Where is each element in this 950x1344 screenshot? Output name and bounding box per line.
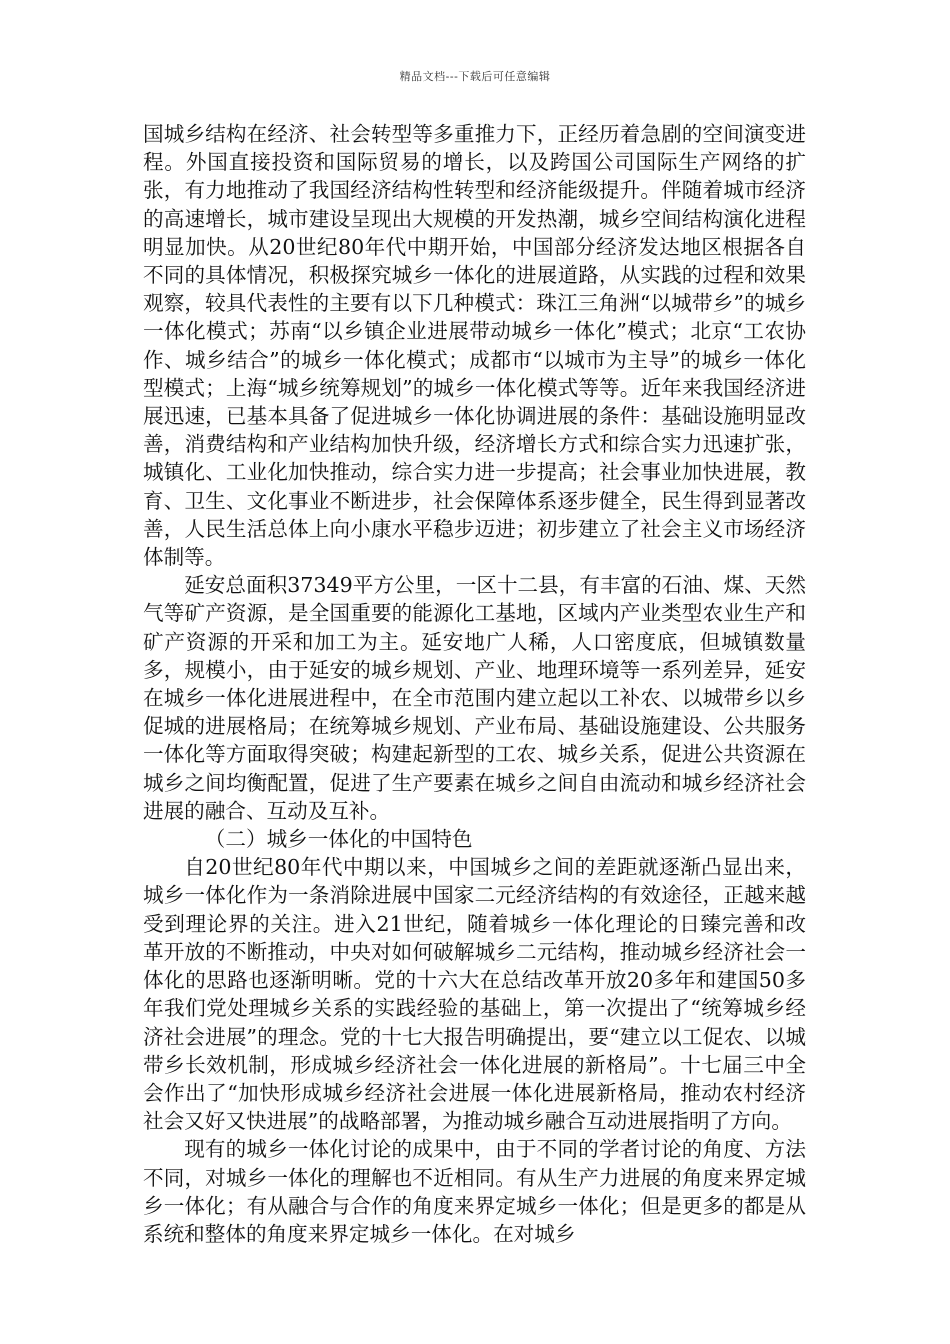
page-header: 精品文档---下载后可任意编辑 [399, 70, 551, 83]
paragraph-research-results: 现有的城乡一体化讨论的成果中，由于不同的学者讨论的角度、方法不同，对城乡一体化的理解也不近相同。有从生产力进展的角度来界定城乡一体化；有从融合与合作的角度来界定城乡一体化；但是更多的都是从系统和整体的角度来界定城乡一体化。在对城乡 [143, 1137, 806, 1246]
paragraph-yanan: 延安总面积37349平方公里，一区十二县，有丰富的石油、煤、天然气等矿产资源，是全国重要的能源化工基地，区域内产业类型农业生产和矿产资源的开采和加工为主。延安地广人稀，人口密度底，但城镇数量多，规模小，由于延安的城乡规划、产业、地理环境等一系列差异，延安在城乡一体化进展进程中，在全市范围内建立起以工补农、以城带乡以乡促城的进展格局；在统筹城乡规划、产业布局、基础设施建设、公共服务一体化等方面取得突破；构建起新型的工农、城乡关系，促进公共资源在城乡之间均衡配置，促进了生产要素在城乡之间自由流动和城乡经济社会进展的融合、互动及互补。 [143, 573, 806, 823]
paragraph-urban-rural-structure: 国城乡结构在经济、社会转型等多重推力下，正经历着急剧的空间演变进程。外国直接投资和国际贸易的增长，以及跨国公司国际生产网络的扩张，有力地推动了我国经济结构性转型和经济能级提升。伴随着城市经济的高速增长，城市建设呈现出大规模的开发热潮，城乡空间结构演化进程明显加快。从20世纪80年代中期开始，中国部分经济发达地区根据各自不同的具体情况，积极探究城乡一体化的进展道路，从实践的过程和效果观察，较具代表性的主要有以下几种模式：珠江三角洲“以城带乡”的城乡一体化模式；苏南“以乡镇企业进展带动城乡一体化”模式；北京“工农协作、城乡结合”的城乡一体化模式；成都市“以城市为主导”的城乡一体化型模式；上海“城乡统筹规划”的城乡一体化模式等等。近年来我国经济进展迅速，已基本具备了促进城乡一体化协调进展的条件：基础设施明显改善，消费结构和产业结构加快升级，经济增长方式和综合实力迅速扩张，城镇化、工业化加快推动，综合实力进一步提高；社会事业加快进展，教育、卫生、文化事业不断进步，社会保障体系逐步健全，民生得到显著改善，人民生活总体上向小康水平稳步迈进；初步建立了社会主义市场经济体制等。 [143, 122, 806, 570]
paragraph-china-characteristics: 自20世纪80年代中期以来，中国城乡之间的差距就逐渐凸显出来，城乡一体化作为一条消除进展中国家二元经济结构的有效途径，正越来越受到理论界的关注。进入21世纪，随着城乡一体化理论的日臻完善和改革开放的不断推动，中央对如何破解城乡二元结构，推动城乡经济社会一体化的思路也逐渐明晰。党的十六大在总结改革开放20多年和建国50多年我们党处理城乡关系的实践经验的基础上，第一次提出了“统筹城乡经济社会进展”的理念。党的十七大报告明确提出，要“建立以工促农、以城带乡长效机制，形成城乡经济社会一体化进展的新格局”。十七届三中全会作出了“加快形成城乡经济社会进展一体化进展新格局，推动农村经济社会又好又快进展”的战略部署，为推动城乡融合互动进展指明了方向。 [143, 855, 806, 1134]
section-heading: （二）城乡一体化的中国特色 [204, 827, 473, 852]
document-body [143, 120, 806, 1248]
